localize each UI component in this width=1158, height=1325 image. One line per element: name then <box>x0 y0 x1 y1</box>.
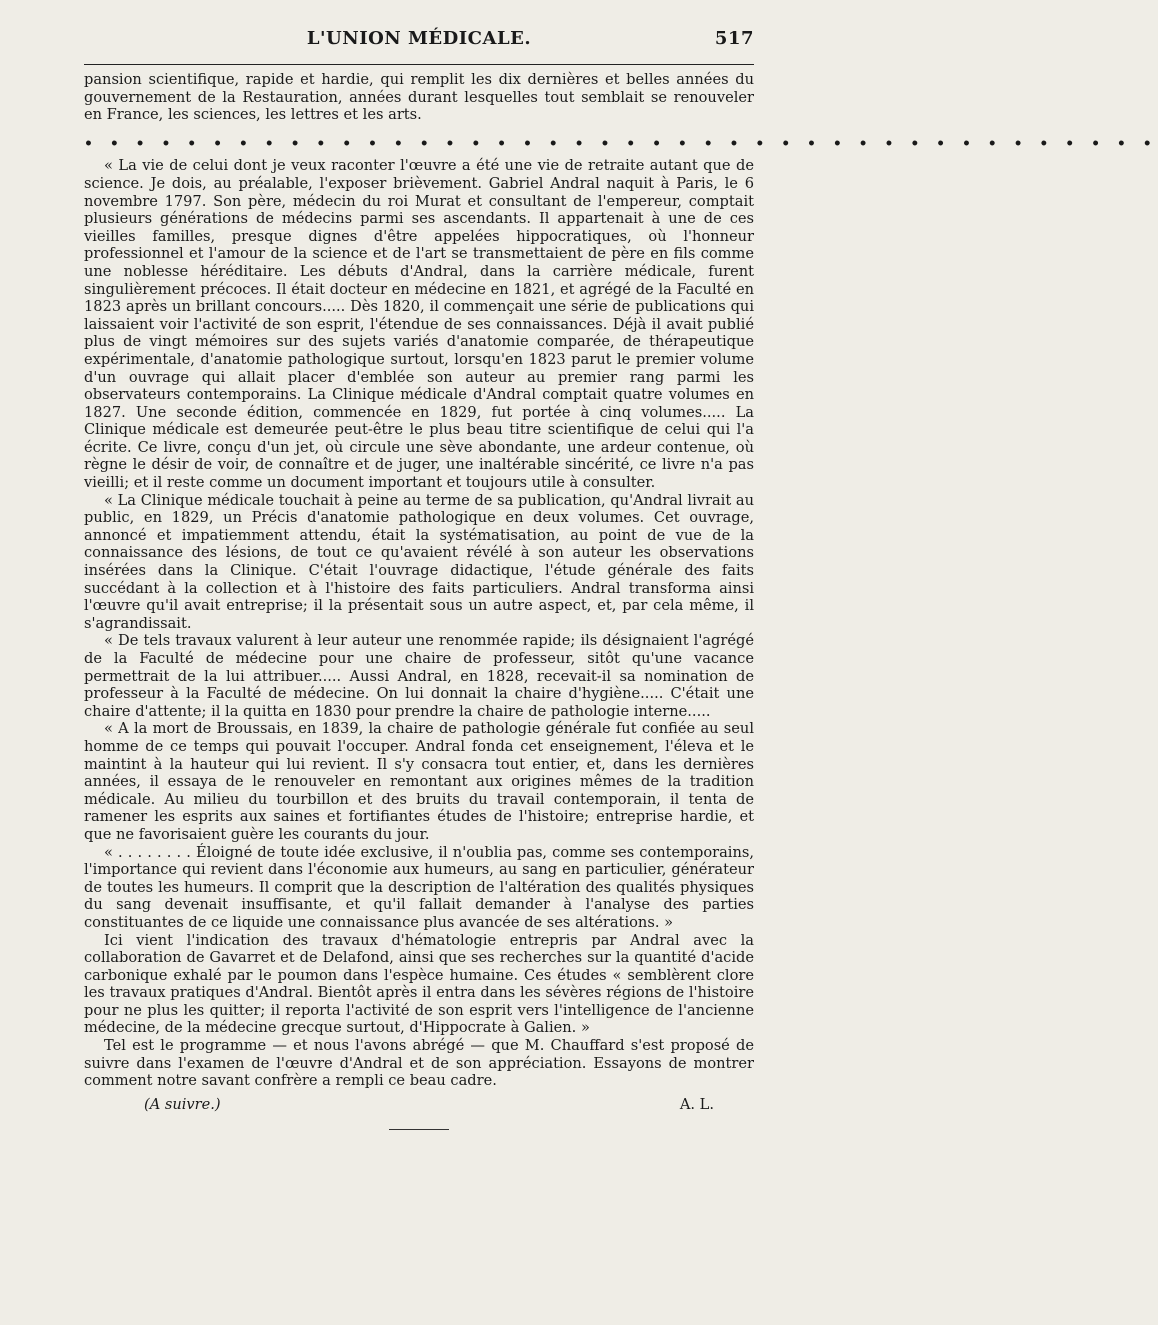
signature-line <box>84 1096 754 1113</box>
to-be-continued: (A suivre.) <box>144 1095 221 1113</box>
page-number: 517 <box>714 28 754 49</box>
paragraph-6: « . . . . . . . . Éloigné de toute idée exclusive, il n'oublia pas, comme ses contemporains, l'importance qui revient dans l'économie aux humeurs, au sang en particulier, générateur de toutes les humeurs. Il comprit que la description de l'altération des qualités physiques du sang devenait insuffisante, et qu'il fallait demander à l'analyse des parties constituantes de ce liquide une connaissance plus avancée de ses altérations. » <box>84 843 754 931</box>
paragraph-5: « A la mort de Broussais, en 1839, la chaire de pathologie générale fut confiée au seul homme de ce temps qui pouvait l'occuper. Andral fonda cet enseignement, l'éleva et le maintint à la hauteur qui lui revient. Il s'y consacra tout entier, et, dans les dernières années, il essaya de le renouveler en remontant aux origines mêmes de la tradition médicale. Au milieu du tourbillon et des bruits du travail contemporain, il tenta de ramener les esprits aux saines et fortifiantes études de l'histoire; entreprise hardie, et que ne favorisaient guère les courants du jour. <box>84 720 754 843</box>
paragraph-1: pansion scientifique, rapide et hardie, qui remplit les dix dernières et belles années du gouvernement de la Restauration, années durant lesquelles tout semblait se renouveler en France, les sciences, les lettres et les arts. <box>84 71 754 124</box>
paragraph-7: Ici vient l'indication des travaux d'hématologie entrepris par Andral avec la collaboration de Gavarret et de Delafond, ainsi que ses recherches sur la quantité d'acide carbonique exhalé par le poumon dans l'espèce humaine. Ces études « semblèrent clore les travaux pratiques d'Andral. Bientôt après il entra dans les sévères régions de l'histoire pour ne plus les quitter; il reporta l'activité de son esprit vers l'intelligence de l'ancienne médecine, de la médecine grecque surtout, d'Hippocrate à Galien. » <box>84 931 754 1037</box>
paragraph-3: « La Clinique médicale touchait à peine au terme de sa publication, qu'Andral livrait au public, en 1829, un Précis d'anatomie pathologique en deux volumes. Cet ouvrage, annoncé et impatiemment attendu, était la systématisation, au point de vue de la connaissance des lésions, de tout ce qu'avaient révélé à son auteur les observations insérées dans la Clinique. C'était l'ouvrage didactique, l'étude générale des faits succédant à la collection et à l'histoire des faits particuliers. Andral transforma ainsi l'œuvre qu'il avait entreprise; il la présentait sous un autre aspect, et, par cela même, il s'agrandissait. <box>84 491 754 632</box>
closing-rule <box>389 1129 449 1130</box>
paragraph-4: « De tels travaux valurent à leur auteur une renommée rapide; ils désignaient l'agrégé de la Faculté de médecine pour une chaire de professeur, sitôt qu'une vacance permettrait de la lui attribuer..... Aussi Andral, en 1828, recevait-il sa nomination de professeur à la Faculté de médecine. On lui donnait la chaire d'hygiène..... C'était une chaire d'attente; il la quitta en 1830 pour prendre la chaire de pathologie interne..... <box>84 632 754 720</box>
paragraph-8: Tel est le programme — et nous l'avons abrégé — que M. Chauffard s'est proposé de suivre dans l'examen de l'œuvre d'Andral et de son appréciation. Essayons de montrer comment notre savant confrère a rempli ce beau cadre. <box>84 1037 754 1090</box>
article-body <box>84 71 1158 1090</box>
page-header <box>84 28 754 56</box>
author-initials: A. L. <box>679 1095 714 1113</box>
ellipsis-dots: • • • • • • • • • • • • • • • • • • • • • • • • • • • • • • • • • • • • • • • • • • <box>84 135 1158 152</box>
paragraph-2: « La vie de celui dont je veux raconter l'œuvre a été une vie de retraite autant que de science. Je dois, au préalable, l'exposer brièvement. Gabriel Andral naquit à Paris, le 6 novembre 1797. Son père, médecin du roi Murat et consultant de l'empereur, comptait plusieurs générations de médecins parmi ses ascendants. Il appartenait à une de ces vieilles familles, presque dignes d'être appelées hippocratiques, où l'honneur professionnel et l'amour de la science et de l'art se transmettaient de père en fils comme une noblesse héréditaire. Les débuts d'Andral, dans la carrière médicale, furent singulièrement précoces. Il était docteur en médecine en 1821, et agrégé de la Faculté en 1823 après un brillant concours..... Dès 1820, il commençait une série de publications qui laissaient voir l'activité de son esprit, l'étendue de ses connaissances. Déjà il avait publié plus de vingt mémoires sur des sujets variés d'anatomie comparée, de thérapeutique expérimentale, d'anatomie pathologique surtout, lorsqu'en 1823 parut le premier volume d'un ouvrage qui allait placer d'emblée son auteur au premier rang parmi les observateurs contemporains. La Clinique médicale d'Andral comptait quatre volumes en 1827. Une seconde édition, commencée en 1829, fut portée à cinq volumes..... La Clinique médicale est demeurée peut-être le plus beau titre scientifique de celui qui l'a écrite. Ce livre, conçu d'un jet, où circule une sève abondante, une ardeur contenue, où règne le désir de voir, de connaître et de juger, une inaltérable sincérité, ce livre n'a pas vieilli; et il reste comme un document important et toujours utile à consulter. <box>84 157 754 492</box>
header-rule <box>84 64 754 65</box>
journal-title: L'UNION MÉDICALE. <box>306 28 532 49</box>
